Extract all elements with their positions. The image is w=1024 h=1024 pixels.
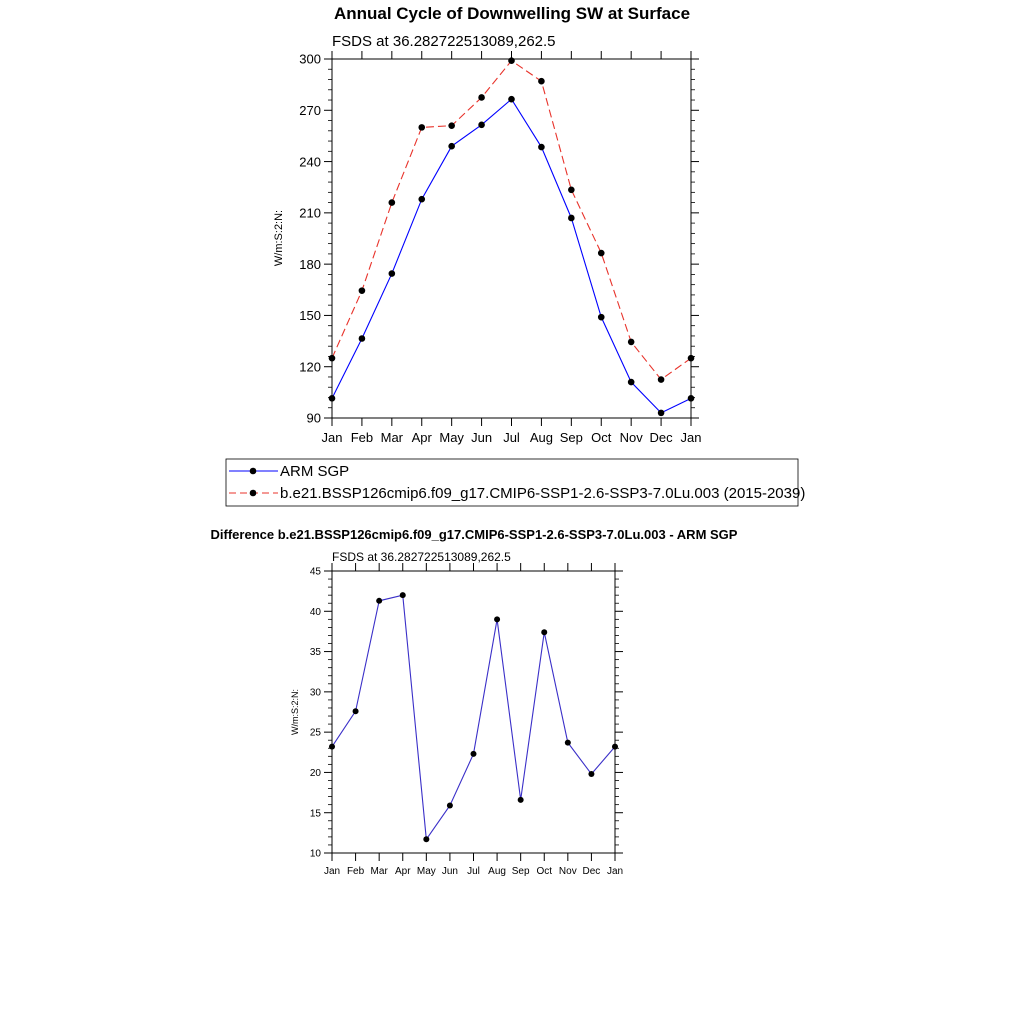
- y-tick-label: 25: [309, 727, 321, 739]
- y-tick-label: 270: [299, 102, 321, 118]
- x-tick-label: Dec: [582, 866, 601, 877]
- data-point-s0-10: [628, 379, 635, 386]
- data-point-s0-1: [359, 335, 366, 342]
- chart2-plot: [310, 563, 623, 877]
- data-point-s0-3: [418, 196, 425, 203]
- y-tick-label: 45: [309, 566, 321, 578]
- data-point-s1-1: [359, 287, 366, 294]
- x-tick-label: Mar: [370, 866, 388, 877]
- series-line-1: [332, 61, 691, 380]
- data-point-s0-8: [568, 215, 575, 222]
- x-tick-label: Oct: [536, 866, 553, 877]
- y-tick-label: 210: [299, 205, 321, 221]
- legend-marker-model: [250, 490, 257, 497]
- data-point-s0-1: [353, 708, 359, 714]
- data-point-s1-7: [538, 78, 545, 85]
- data-point-s0-12: [612, 744, 618, 750]
- legend-label-arm: ARM SGP: [280, 463, 350, 480]
- y-tick-label: 120: [299, 359, 321, 375]
- data-point-s1-9: [598, 250, 605, 257]
- data-point-s0-5: [447, 802, 453, 808]
- x-tick-label: Nov: [619, 430, 643, 445]
- series-line-0: [332, 99, 691, 413]
- data-point-s0-11: [588, 771, 594, 777]
- data-point-s0-2: [389, 270, 396, 277]
- x-tick-label: Jun: [471, 430, 493, 445]
- data-point-s0-9: [541, 629, 547, 635]
- x-tick-label: Oct: [591, 430, 612, 445]
- legend-label-model: b.e21.BSSP126cmip6.f09_g17.CMIP6-SSP1-2.6-SSP3-7.0Lu.003 (2015-2039): [280, 485, 806, 502]
- data-point-s0-6: [471, 751, 477, 757]
- x-tick-label: May: [439, 430, 464, 445]
- y-tick-label: 15: [309, 808, 321, 820]
- chart2-ylabel: W/m:S:2:N:: [290, 688, 300, 736]
- chart2-subtitle: FSDS at 36.282722513089,262.5: [332, 550, 511, 564]
- chart2-title: Difference b.e21.BSSP126cmip6.f09_g17.CMIP6-SSP1-2.6-SSP3-7.0Lu.003 - ARM SGP: [210, 527, 738, 542]
- data-point-s0-7: [538, 144, 545, 151]
- chart1-plot: [299, 51, 701, 445]
- chart1-legend: [226, 459, 805, 506]
- x-tick-label: Apr: [411, 430, 432, 445]
- plot-frame: [332, 59, 691, 418]
- y-tick-label: 20: [309, 768, 321, 780]
- data-point-s1-0: [329, 355, 336, 362]
- x-tick-label: Jan: [680, 430, 702, 445]
- data-point-s1-4: [448, 122, 455, 129]
- series-line-0: [332, 595, 615, 839]
- data-point-s1-3: [418, 124, 425, 131]
- data-point-s0-9: [598, 314, 605, 321]
- x-tick-label: Sep: [559, 430, 583, 445]
- data-point-s0-0: [329, 395, 336, 402]
- data-point-s1-2: [389, 199, 396, 206]
- data-point-s1-12: [688, 355, 695, 362]
- x-tick-label: Jan: [321, 430, 343, 445]
- y-tick-label: 10: [309, 848, 321, 860]
- x-tick-label: May: [416, 866, 436, 877]
- chart1-ylabel: W/m:S:2:N:: [273, 209, 285, 267]
- data-point-s1-6: [508, 57, 515, 64]
- x-tick-label: Dec: [649, 430, 673, 445]
- y-tick-label: 300: [299, 51, 321, 67]
- y-tick-label: 30: [309, 687, 321, 699]
- data-point-s0-12: [688, 395, 695, 402]
- data-point-s1-11: [658, 376, 665, 383]
- x-tick-label: Jun: [441, 866, 458, 877]
- x-tick-label: Aug: [488, 866, 506, 877]
- data-point-s1-8: [568, 186, 575, 193]
- data-point-s1-5: [478, 94, 485, 101]
- data-point-s0-2: [376, 598, 382, 604]
- x-tick-label: Mar: [380, 430, 404, 445]
- data-point-s0-6: [508, 96, 515, 103]
- data-point-s0-4: [448, 143, 455, 150]
- data-point-s1-10: [628, 339, 635, 346]
- data-point-s0-5: [478, 122, 485, 129]
- legend-marker-arm: [250, 468, 257, 475]
- x-tick-label: Aug: [529, 430, 553, 445]
- chart1-title: Annual Cycle of Downwelling SW at Surface: [333, 4, 691, 23]
- x-tick-label: Nov: [558, 866, 577, 877]
- y-tick-label: 40: [309, 606, 321, 618]
- x-tick-label: Apr: [394, 866, 411, 877]
- data-point-s0-7: [494, 616, 500, 622]
- x-tick-label: Jul: [467, 866, 480, 877]
- x-tick-label: Sep: [511, 866, 530, 877]
- x-tick-label: Feb: [350, 430, 374, 445]
- x-tick-label: Jan: [606, 866, 624, 877]
- x-tick-label: Jan: [323, 866, 341, 877]
- chart1-subtitle: FSDS at 36.282722513089,262.5: [332, 33, 556, 50]
- x-tick-label: Feb: [346, 866, 365, 877]
- y-tick-label: 240: [299, 154, 321, 170]
- x-tick-label: Jul: [503, 430, 520, 445]
- y-tick-label: 180: [299, 256, 321, 272]
- data-point-s0-8: [518, 797, 524, 803]
- y-tick-label: 35: [309, 647, 321, 659]
- data-point-s0-3: [400, 592, 406, 598]
- data-point-s0-11: [658, 410, 665, 417]
- y-tick-label: 150: [299, 308, 321, 324]
- data-point-s0-10: [565, 740, 571, 746]
- data-point-s0-4: [423, 836, 429, 842]
- y-tick-label: 90: [306, 410, 321, 426]
- plot-frame: [332, 571, 615, 853]
- data-point-s0-0: [329, 744, 335, 750]
